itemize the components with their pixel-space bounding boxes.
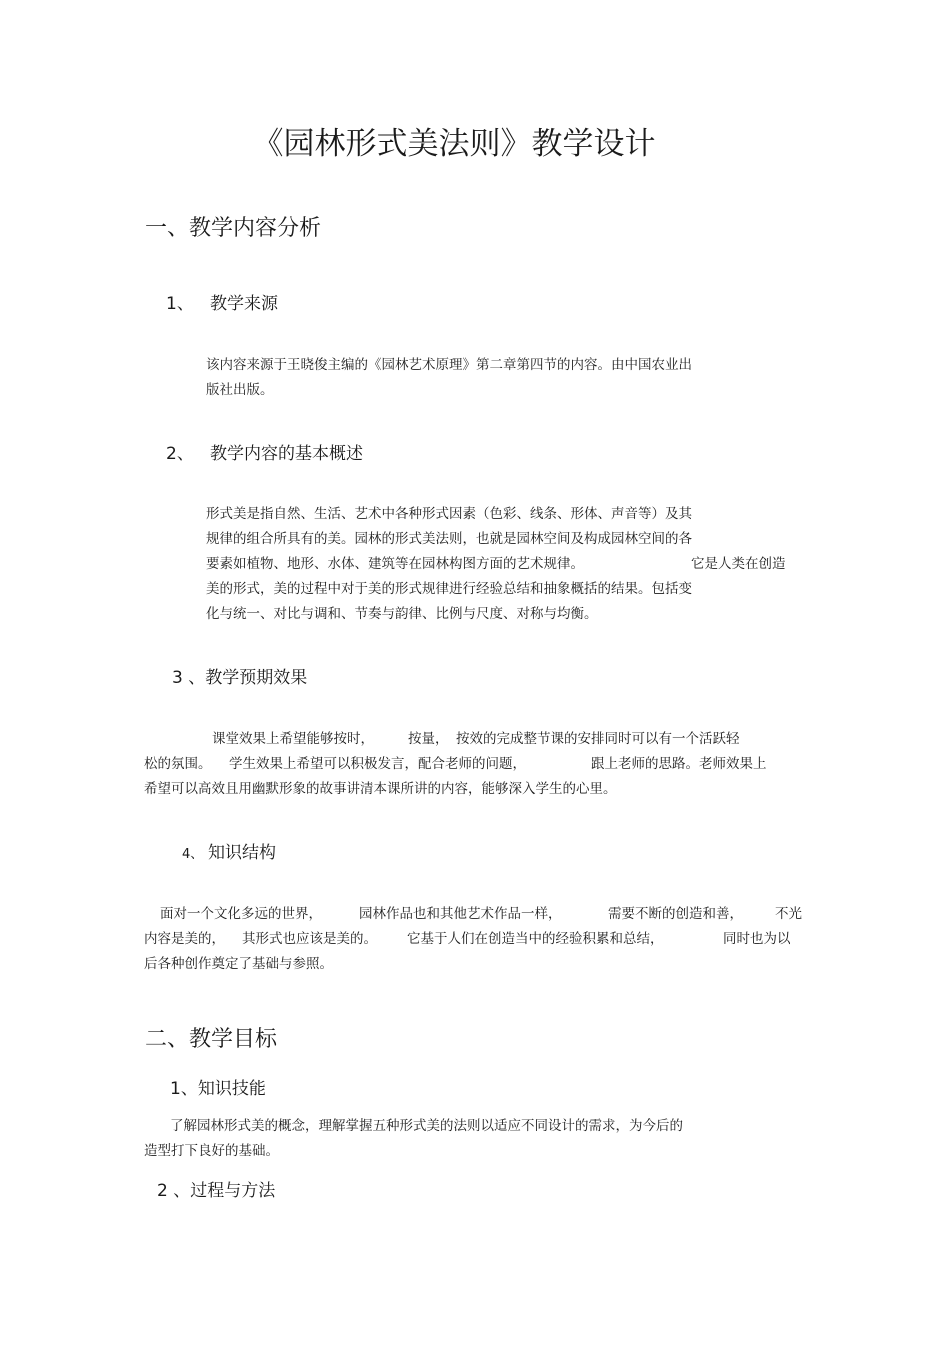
paragraph-line: 形式美是指自然、生活、艺术中各种形式因素（色彩、线条、形体、声音等）及其 [206,506,692,522]
paragraph-line: 其形式也应该是美的。 [242,931,377,947]
paragraph-line: 不光 [775,906,802,922]
section-2-heading: 二、教学目标 [145,1027,278,1052]
paragraph-line: 要素如植物、地形、水体、建筑等在园林构图方面的艺术规律。 [206,556,584,572]
subsection-label: 知识结构 [208,843,276,863]
subsection-number: 1、 [166,294,194,314]
document-title: 《园林形式美法则》教学设计 [252,126,656,162]
paragraph-line: 学生效果上希望可以积极发言，配合老师的问题， [229,756,526,772]
subsection-2-1-heading: 1、知识技能 [170,1079,266,1099]
subsection-2-2-heading: 2 、过程与方法 [157,1181,276,1201]
paragraph-line: 后各种创作奠定了基础与参照。 [144,956,333,972]
paragraph-line: 需要不断的创造和善， [608,906,743,922]
paragraph-line: 化与统一、对比与调和、节奏与韵律、比例与尺度、对称与均衡。 [206,606,598,622]
paragraph-line: 跟上老师的思路。老师效果上 [591,756,767,772]
paragraph-line: 造型打下良好的基础。 [144,1143,279,1159]
subsection-1-2-heading [166,442,363,466]
paragraph-line: 它基于人们在创造当中的经验积累和总结， [407,931,664,947]
paragraph-line: 了解园林形式美的概念，理解掌握五种形式美的法则以适应不同设计的需求，为今后的 [170,1118,683,1134]
subsection-1-1-heading [166,292,278,316]
subsection-number: 4、 [182,847,204,862]
subsection-label: 教学来源 [210,294,278,314]
paragraph-line: 内容是美的， [144,931,225,947]
paragraph-line: 松的氛围。 [144,756,212,772]
paragraph-line: 按效的完成整节课的安排同时可以有一个活跃轻 [456,731,740,747]
paragraph-line: 园林作品也和其他艺术作品一样， [359,906,562,922]
paragraph-line: 该内容来源于王晓俊主编的《园林艺术原理》第二章第四节的内容。由中国农业出 [206,357,692,373]
paragraph-line: 规律的组合所具有的美。园林的形式美法则，也就是园林空间及构成园林空间的各 [206,531,692,547]
paragraph-line: 它是人类在创造 [691,556,786,572]
paragraph-line: 同时也为以 [723,931,791,947]
subsection-1-3-heading: 3 、教学预期效果 [172,668,308,688]
subsection-label: 教学内容的基本概述 [210,444,363,464]
subsection-1-4-heading [182,841,276,867]
paragraph-line: 版社出版。 [206,382,274,398]
paragraph-line: 希望可以高效且用幽默形象的故事讲清本课所讲的内容，能够深入学生的心里。 [144,781,617,797]
paragraph-line: 美的形式，美的过程中对于美的形式规律进行经验总结和抽象概括的结果。包括变 [206,581,692,597]
paragraph-line: 课堂效果上希望能够按时， [212,731,374,747]
subsection-number: 2、 [166,444,194,464]
paragraph-line: 面对一个文化多远的世界， [160,906,322,922]
section-1-heading: 一、教学内容分析 [145,216,322,241]
paragraph-line: 按量， [408,731,449,747]
